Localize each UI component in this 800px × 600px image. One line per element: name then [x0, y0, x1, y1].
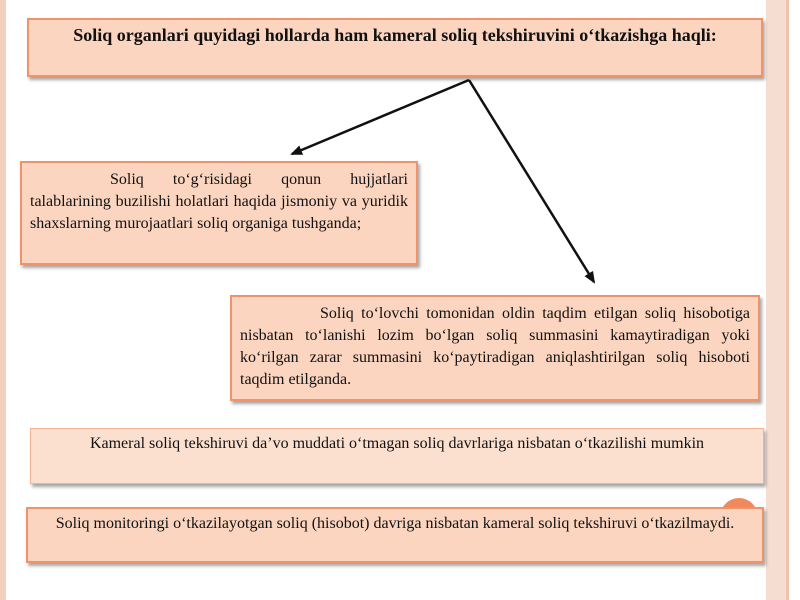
diagram-title: Soliq organlari quyidagi hollarda ham kameral soliq tekshiruvini o‘tkazishga haqli: [27, 18, 763, 77]
note-box-1: Kameral soliq tekshiruvi da’vo muddati o‘tmagan soliq davrlariga nisbatan o‘tkazilishi mumkin [30, 428, 764, 484]
case-2-text: Soliq to‘lovchi tomonidan oldin taqdim etilgan soliq hisobotiga nisbatan to‘lanishi lozim bo‘lgan soliq summasini kamaytiradigan yoki ko‘rilgan zarar summasini ko‘paytiradigan aniqlashtirilgan soliq hisoboti taqdim etilganda. [240, 305, 750, 388]
arrow-to-case-2 [469, 80, 594, 282]
note-box-2: Soliq monitoringi o‘tkazilayotgan soliq (hisobot) davriga nisbatan kameral soliq tekshiruvi o‘tkazilmaydi. [26, 507, 764, 563]
case-box-2 [230, 295, 760, 401]
arrow-to-case-1 [292, 80, 469, 154]
case-1-text: Soliq to‘g‘risidagi qonun hujjatlari talablarining buzilishi holatlari haqida jismoniy va yuridik shaxslarning murojaatlari soliq organiga tushganda; [30, 171, 408, 232]
case-box-1 [20, 161, 418, 265]
